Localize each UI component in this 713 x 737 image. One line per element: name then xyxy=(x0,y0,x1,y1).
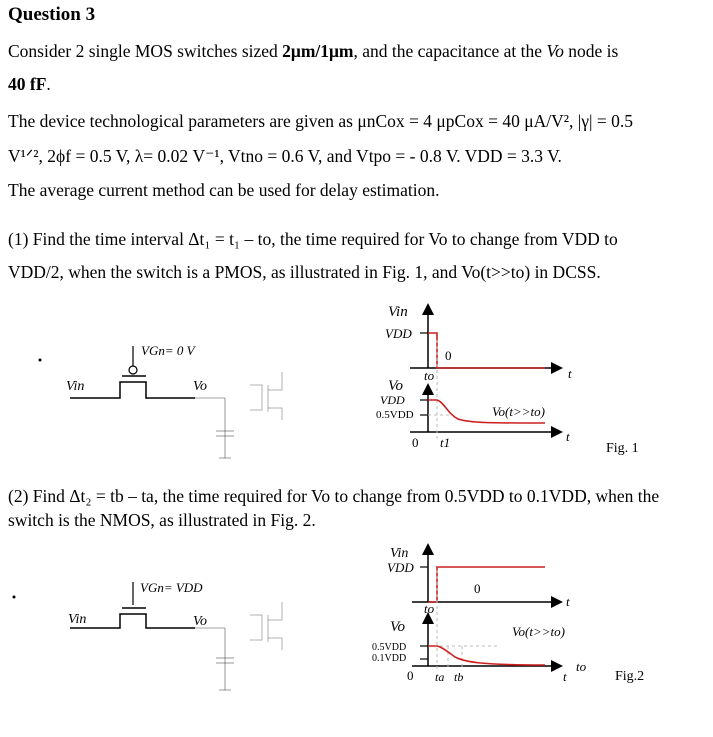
vdd-tick-bot: VDD xyxy=(380,393,405,407)
part2-line-2: switch is the NMOS, as illustrated in Fig. 2. xyxy=(8,510,316,530)
gate-label: VGn= 0 V xyxy=(141,343,195,358)
zero-label-2: 0 xyxy=(474,581,481,596)
half-vdd-tick: 0.5VDD xyxy=(376,409,414,421)
t-axis-top: t xyxy=(568,366,572,381)
curve-label-2: Vo(t>>to) xyxy=(512,624,565,639)
vin-step-2 xyxy=(428,567,545,602)
to-label: to xyxy=(424,368,435,383)
vo-label: Vo xyxy=(193,379,207,394)
params-line-1: The device technological parameters are given as μnCox = 4 μpCox = 40 μA/V², |γ| = 0.5 xyxy=(8,111,633,131)
zero-label-bot-2: 0 xyxy=(407,668,414,683)
vin-label: Vin xyxy=(66,379,85,394)
bullet-dot xyxy=(39,359,42,362)
plot2-bot-ylabel: Vo xyxy=(390,619,405,635)
figure-2 xyxy=(0,532,713,737)
vdd-tick-2: VDD xyxy=(387,560,414,575)
gate-label-2: VGn= VDD xyxy=(140,580,203,595)
to-right-label: to xyxy=(576,659,587,674)
tb-label: tb xyxy=(454,670,464,684)
t-axis-bot-2: t xyxy=(563,669,567,684)
t-axis-top-2: t xyxy=(566,594,570,609)
intro-line-1: Consider 2 single MOS switches sized 2μm/1μm, and the capacitance at the Vo node is xyxy=(8,41,619,61)
t1-label: t1 xyxy=(440,435,451,450)
intro-line-2: 40 fF. xyxy=(8,74,51,94)
plot-bot-ylabel: Vo xyxy=(388,378,403,394)
part1-line-1: (1) Find the time interval Δt₁ = t₁ – to, the time required for Vo to change from VDD to xyxy=(8,229,618,249)
question-title: Question 3 xyxy=(8,4,96,25)
fig2-caption: Fig.2 xyxy=(615,669,645,684)
zero-label: 0 xyxy=(445,348,452,363)
fig1-caption: Fig. 1 xyxy=(606,441,639,456)
ta-label: ta xyxy=(435,670,445,684)
plot2-top-ylabel: Vin xyxy=(390,546,409,561)
vo-curve-2 xyxy=(428,646,545,665)
figure-1 xyxy=(0,295,713,475)
params-line-2: V¹ᐟ², 2ϕf = 0.5 V, λ= 0.02 V⁻¹, Vtno = 0.6 V, and Vtpo = - 0.8 V. VDD = 3.3 V. xyxy=(8,146,562,166)
bullet-dot-2 xyxy=(13,596,16,599)
zero-label-bot: 0 xyxy=(412,435,419,450)
tenth-vdd-tick-2: 0.1VDD xyxy=(372,653,407,664)
vin-label-2: Vin xyxy=(68,612,87,627)
plot-top-ylabel: Vin xyxy=(388,304,408,320)
half-vdd-tick-2: 0.5VDD xyxy=(372,642,407,653)
t-axis-bot: t xyxy=(566,429,570,444)
part2-line-1: (2) Find Δt₂ = tb – ta, the time required for Vo to change from 0.5VDD to 0.1VDD, when the xyxy=(8,486,660,506)
method-line: The average current method can be used for delay estimation. xyxy=(8,180,440,200)
curve-label: Vo(t>>to) xyxy=(492,404,545,419)
vo-label-2: Vo xyxy=(193,614,207,629)
vdd-tick: VDD xyxy=(385,326,412,341)
to-label-2: to xyxy=(424,601,435,616)
part1-line-2: VDD/2, when the switch is a PMOS, as illustrated in Fig. 1, and Vo(t>>to) in DCSS. xyxy=(8,262,601,282)
